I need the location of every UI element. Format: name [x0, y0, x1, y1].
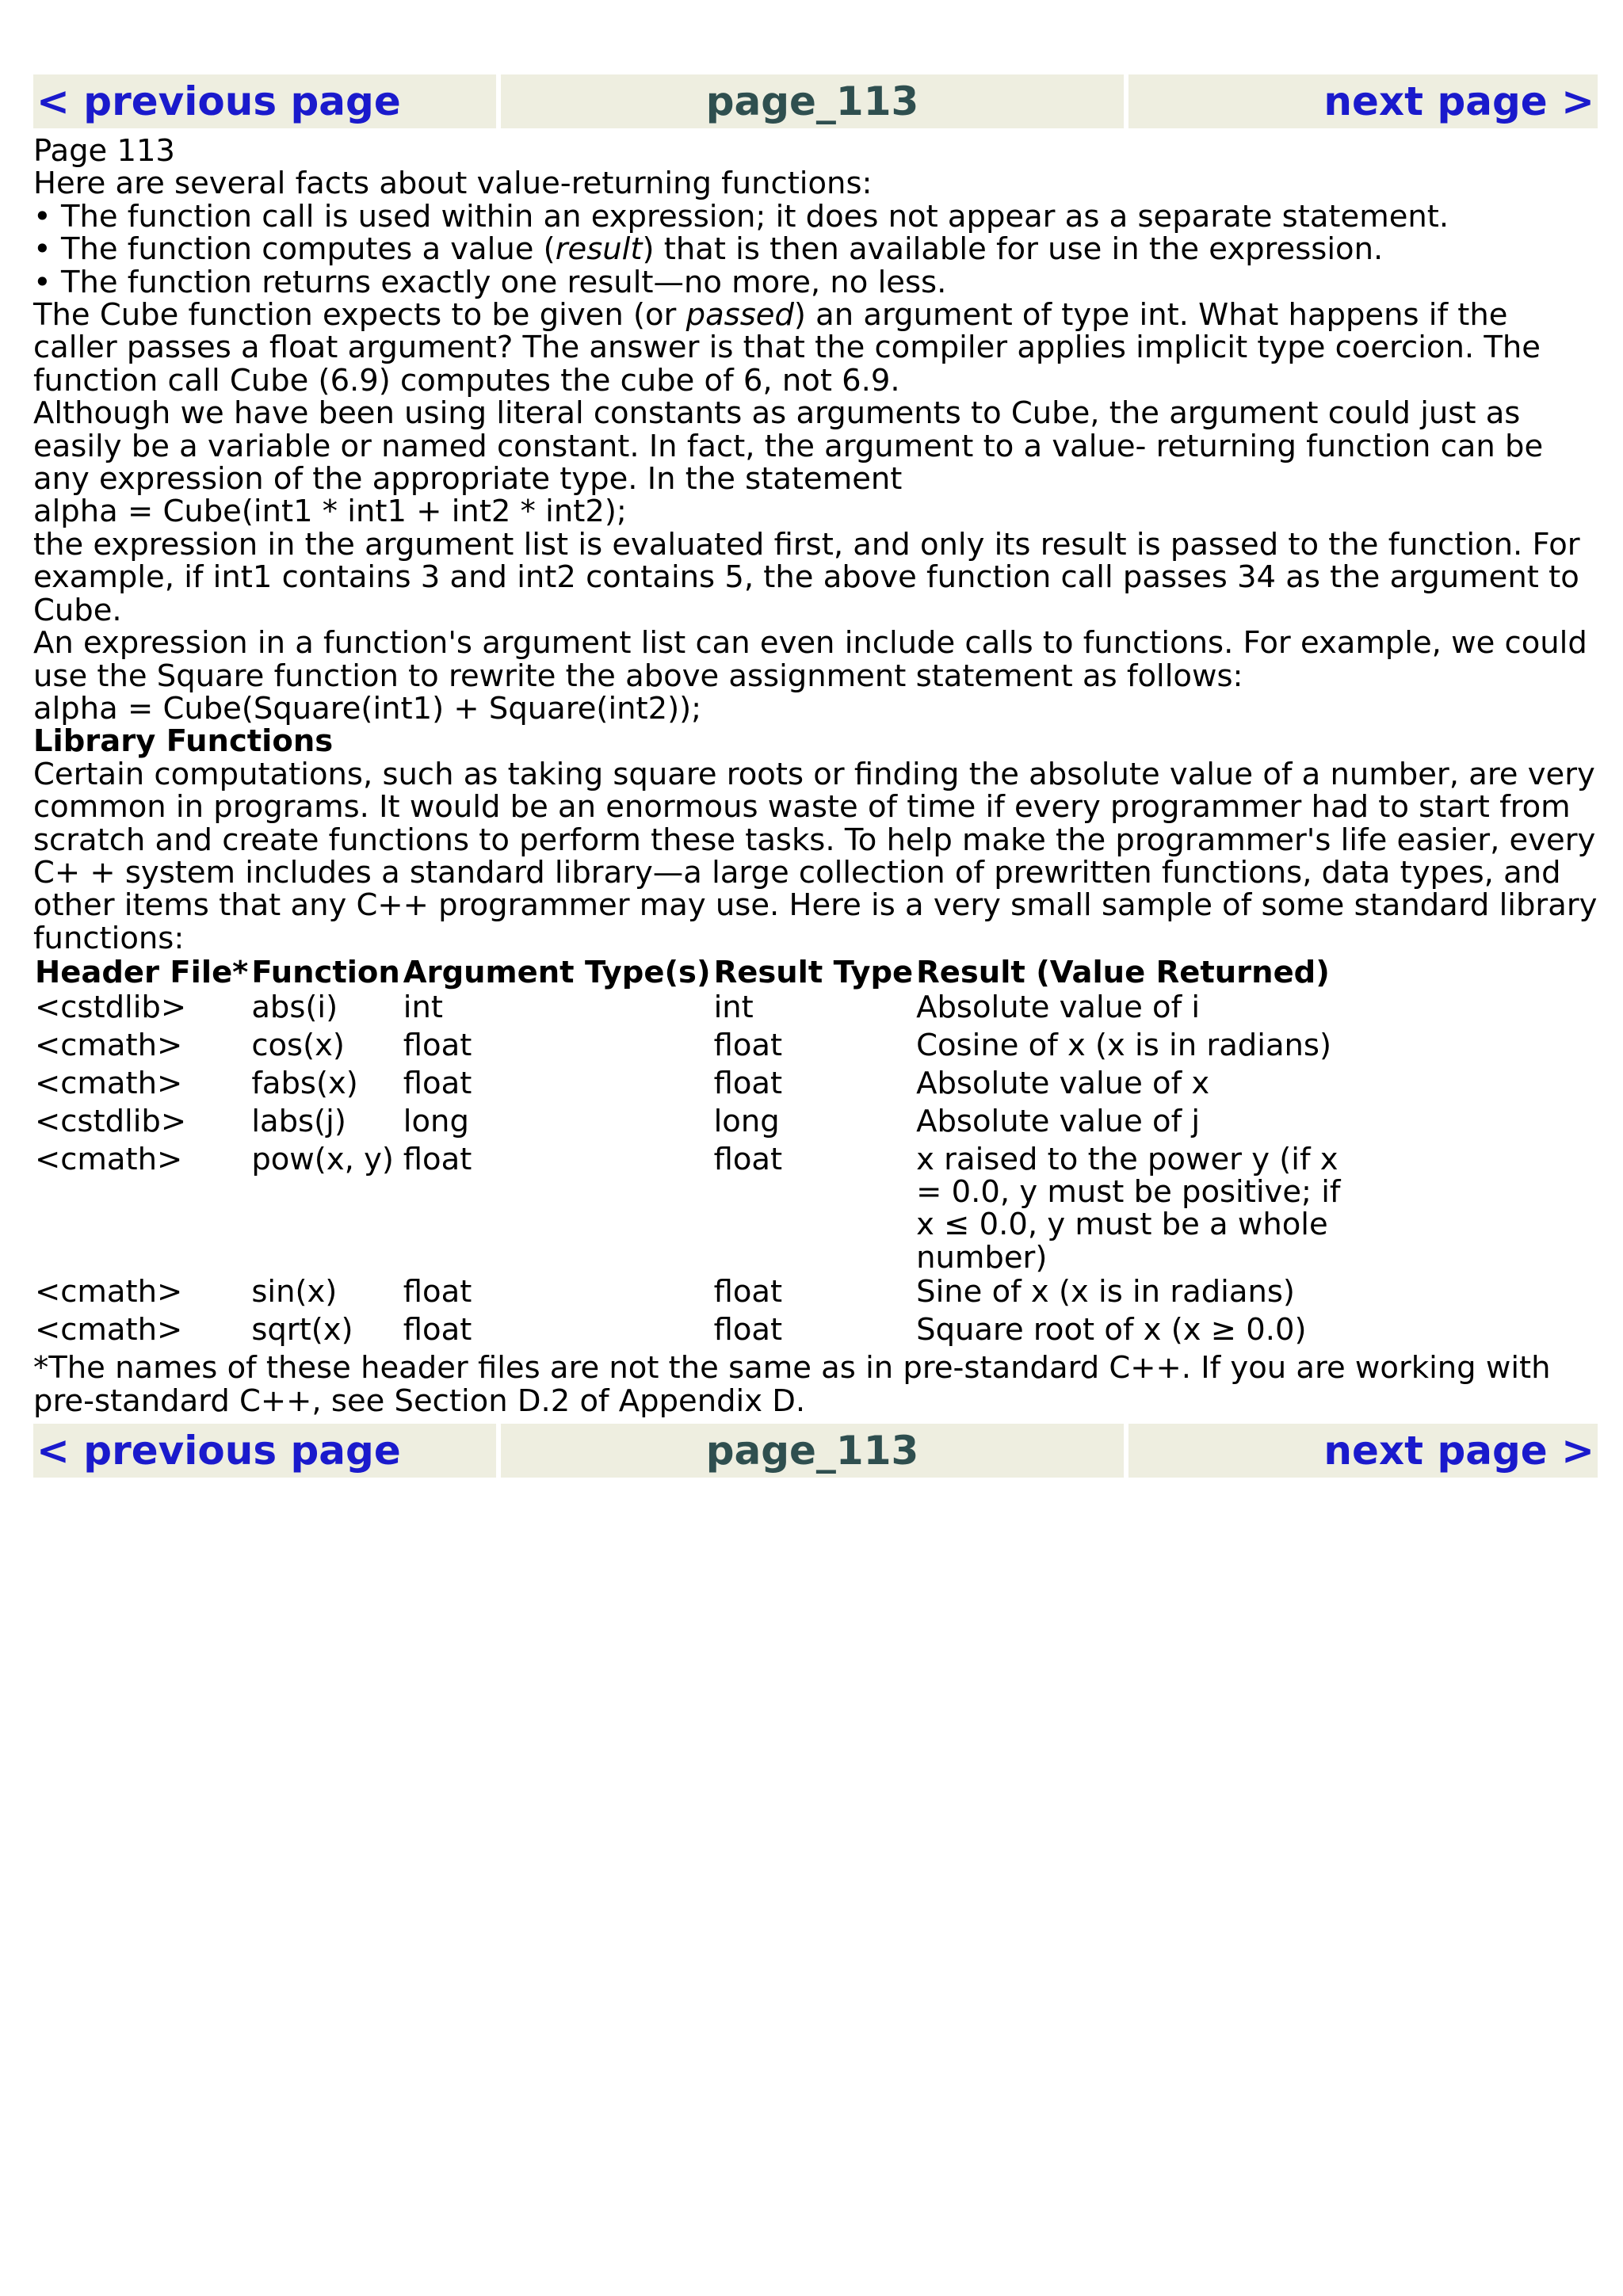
page-label: Page 113 — [33, 133, 175, 169]
top-previous-page-link[interactable]: < previous page — [36, 78, 401, 124]
table-cell: <cmath> — [35, 1027, 183, 1063]
paragraph-text: The Cube function expects to be given (or — [33, 297, 686, 334]
table-row — [35, 1105, 1360, 1142]
table-cell: fabs(x) — [251, 1065, 358, 1101]
code-statement: alpha = Cube(Square(int1) + Square(int2)); — [33, 690, 702, 727]
expression-paragraph: the expression in the argument list is evaluated first, and only its result is passed to the function. For example, if int1 contains 3 and int2 contains 5, the above function call passes 34 as the argument to Cube. — [33, 526, 1580, 628]
table-row — [35, 1143, 1360, 1275]
table-cell: float — [713, 1027, 783, 1063]
intro-text: Here are several facts about value-returning functions: — [33, 166, 873, 202]
table-cell: labs(j) — [251, 1103, 346, 1139]
bullet-item: • The function call is used within an expression; it does not appear as a separate statement. — [33, 198, 1449, 235]
table-cell: sin(x) — [251, 1274, 338, 1310]
top-next-page-link[interactable]: next page > — [1323, 78, 1594, 124]
table-row — [35, 1029, 1360, 1066]
table-header: Function — [251, 955, 400, 991]
table-cell: Sine of x (x is in radians) — [916, 1274, 1295, 1310]
table-cell: float — [403, 1312, 472, 1348]
table-cell: int — [403, 989, 443, 1025]
library-functions-table — [32, 955, 1363, 1352]
bottom-next-page-link[interactable]: next page > — [1323, 1428, 1594, 1474]
table-cell: float — [403, 1027, 472, 1063]
table-cell: <cmath> — [35, 1141, 183, 1177]
table-header: Result Type — [713, 955, 914, 991]
table-cell: x raised to the power y (if x = 0.0, y must be positive; if x ≤ 0.0, y must be a whole number) — [916, 1141, 1341, 1276]
main-content — [33, 128, 1598, 1417]
code-statement: alpha = Cube(int1 * int1 + int2 * int2); — [33, 494, 627, 530]
bullet-item — [33, 231, 1598, 268]
table-cell: cos(x) — [251, 1027, 345, 1063]
table-cell: pow(x, y) — [251, 1141, 394, 1177]
table-header: Result (Value Returned) — [916, 955, 1330, 991]
table-cell: int — [713, 989, 754, 1025]
bottom-nav-bar — [33, 1424, 1598, 1478]
cube-paragraph — [33, 299, 1598, 397]
table-cell: Absolute value of x — [916, 1065, 1210, 1101]
table-cell: Square root of x (x ≥ 0.0) — [916, 1312, 1307, 1348]
table-cell: <cmath> — [35, 1274, 183, 1310]
paragraph-italic: passed — [685, 297, 794, 334]
table-cell: abs(i) — [251, 989, 338, 1025]
table-cell: float — [713, 1141, 783, 1177]
bullet-text: ) that is then available for use in the expression. — [642, 231, 1384, 268]
table-header-row — [35, 956, 1360, 989]
bullet-text: • The function computes a value ( — [33, 231, 556, 268]
calls-paragraph: An expression in a function's argument list can even include calls to functions. For example, we could use the Square function to rewrite the above assignment statement as follows: — [33, 625, 1587, 694]
bottom-next-page-cell — [1128, 1424, 1598, 1478]
table-cell: <cstdlib> — [35, 1103, 187, 1139]
table-cell: <cstdlib> — [35, 989, 187, 1025]
table-cell: float — [403, 1065, 472, 1101]
table-cell: float — [713, 1065, 783, 1101]
table-cell: long — [403, 1103, 469, 1139]
footnote: *The names of these header files are not the same as in pre-standard C++. If you are working with pre-standard C++, see Section D.2 of Appendix D. — [33, 1350, 1551, 1419]
page-container — [33, 74, 1598, 1478]
table-row — [35, 991, 1360, 1028]
table-cell: <cmath> — [35, 1312, 183, 1348]
table-row — [35, 1314, 1360, 1350]
table-row — [35, 1067, 1360, 1104]
top-next-page-cell — [1128, 74, 1598, 128]
literal-paragraph: Although we have been using literal constants as arguments to Cube, the argument could just as easily be a variable or named constant. In fact, the argument to a value- returning function can be any expression of the appropriate type. In the statement — [33, 395, 1544, 498]
table-cell: Cosine of x (x is in radians) — [916, 1027, 1332, 1063]
table-cell: float — [403, 1274, 472, 1310]
table-header: Argument Type(s) — [403, 955, 711, 991]
table-cell: Absolute value of j — [916, 1103, 1201, 1139]
table-cell: sqrt(x) — [251, 1312, 353, 1348]
top-previous-page-cell — [33, 74, 496, 128]
top-nav-bar — [33, 74, 1598, 128]
table-cell: float — [713, 1312, 783, 1348]
table-cell: float — [713, 1274, 783, 1310]
section-heading: Library Functions — [33, 723, 334, 760]
table-cell: Absolute value of i — [916, 989, 1201, 1025]
bottom-page-indicator: page_113 — [501, 1424, 1124, 1478]
table-row — [35, 1276, 1360, 1312]
table-cell: <cmath> — [35, 1065, 183, 1101]
library-paragraph: Certain computations, such as taking square roots or finding the absolute value of a number, are very common in programs. It would be an enormous waste of time if every programmer had to start from scratch and create functions to perform these tasks. To help make the programmer's life easier, every C+ + system includes a standard library—a large collection of prewritten functions, data types, and other items that any C++ programmer may use. Here is a very small sample of some standard library functions: — [33, 756, 1598, 956]
bottom-previous-page-link[interactable]: < previous page — [36, 1428, 401, 1474]
bullet-italic: result — [555, 231, 643, 268]
table-cell: long — [713, 1103, 780, 1139]
table-cell: float — [403, 1141, 472, 1177]
bullet-item: • The function returns exactly one result—no more, no less. — [33, 264, 947, 300]
bottom-previous-page-cell — [33, 1424, 496, 1478]
top-page-indicator: page_113 — [501, 74, 1124, 128]
table-header: Header File* — [35, 955, 249, 991]
paragraph-text: ) an argument of type int. What happens if the caller passes a float argument? The answer is that the compiler applies implicit type coercion. The function call Cube (6.9) computes the cube of 6, not 6.9. — [33, 297, 1541, 399]
